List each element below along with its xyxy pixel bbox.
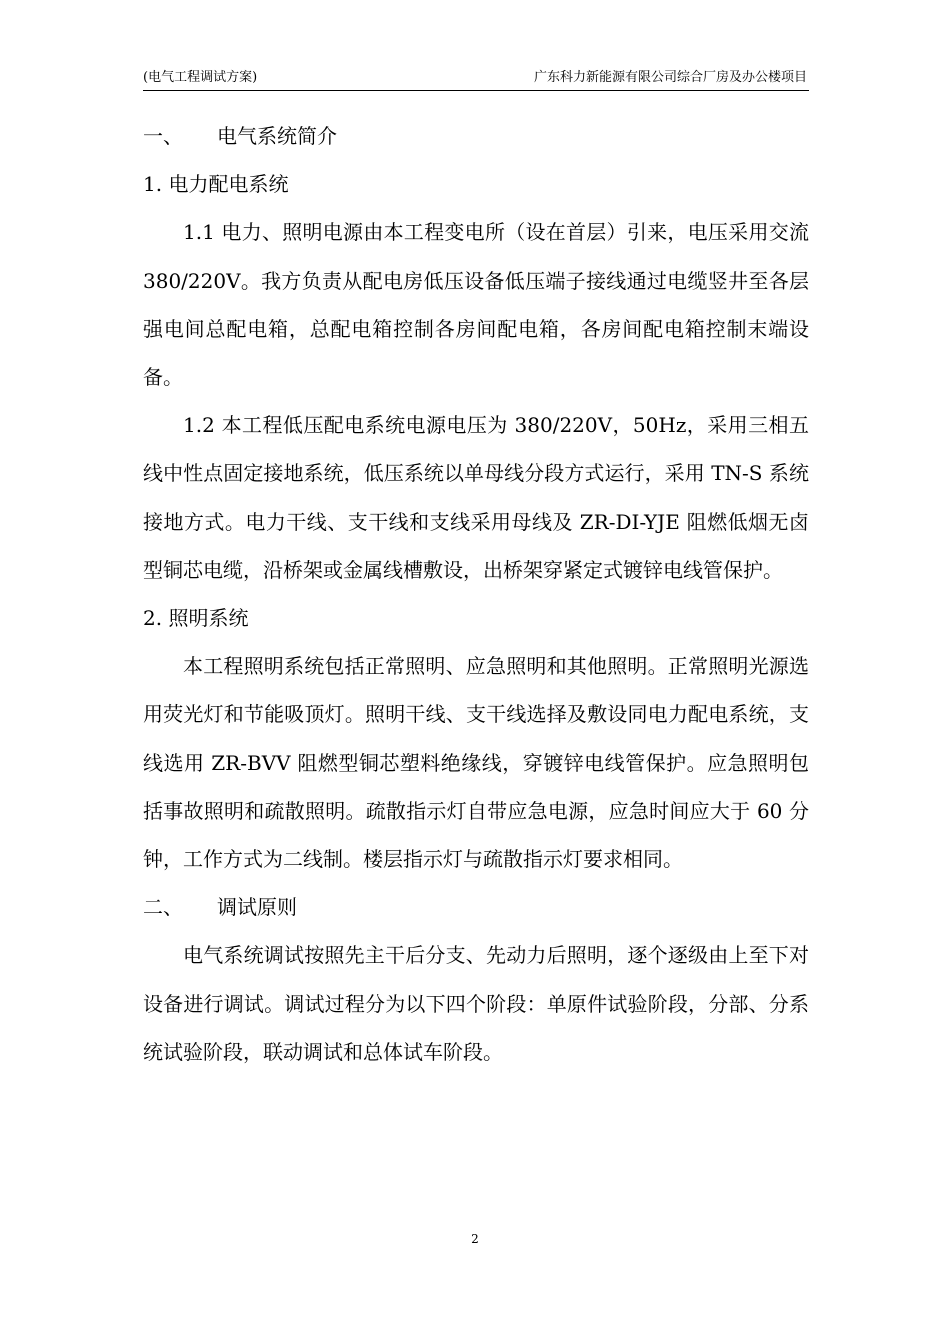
- section2-title: 调试原则: [217, 895, 297, 920]
- header-project-name: 广东科力新能源有限公司综合厂房及办公楼项目: [533, 70, 807, 85]
- section1-number: 一、: [143, 124, 183, 148]
- paragraph-1-1: 1.1 电力、照明电源由本工程变电所（设在首层）引来，电压采用交流 380/220V。我方负责从配电房低压设备低压端子接线通过电缆竖井至各层强电间总配电箱，总配电箱控制各房间配电箱，各房间配电箱控制末端设备。: [143, 220, 809, 390]
- page-number: 2: [471, 1232, 479, 1246]
- section1-heading: [143, 112, 809, 160]
- paragraph-debug-principle: 电气系统调试按照先主干后分支、先动力后照明，逐个逐级由上至下对设备进行调试。调试过程分为以下四个阶段：单原件试验阶段，分部、分系统试验阶段，联动调试和总体试车阶段。: [143, 943, 809, 1064]
- paragraph-1-2: 1.2 本工程低压配电系统电源电压为 380/220V，50Hz，采用三相五线中性点固定接地系统，低压系统以单母线分段方式运行，采用 TN-S 系统接地方式。电力干线、支干线和支线采用母线及 ZR-DI-YJE 阻燃低烟无卤型铜芯电缆，沿桥架或金属线槽敷设，出桥架穿紧定式镀锌电线管保护。: [143, 413, 809, 582]
- page-body: [143, 112, 809, 1076]
- page-header: [143, 68, 809, 91]
- header-document-title: (电气工程调试方案): [143, 70, 258, 85]
- section1-title: 电气系统简介: [217, 124, 337, 148]
- subsection-power-heading: 1. 电力配电系统: [143, 172, 289, 197]
- subsection-lighting-heading: 2. 照明系统: [143, 606, 249, 631]
- section2-heading: [143, 883, 809, 931]
- paragraph-lighting: 本工程照明系统包括正常照明、应急照明和其他照明。正常照明光源选用荧光灯和节能吸顶灯。照明干线、支干线选择及敷设同电力配电系统，支线选用 ZR-BVV 阻燃型铜芯塑料绝缘线，穿镀锌电线管保护。应急照明包括事故照明和疏散照明。疏散指示灯自带应急电源，应急时间应大于 60 分钟，工作方式为二线制。楼层指示灯与疏散指示灯要求相同。: [143, 654, 809, 872]
- section2-number: 二、: [143, 895, 183, 920]
